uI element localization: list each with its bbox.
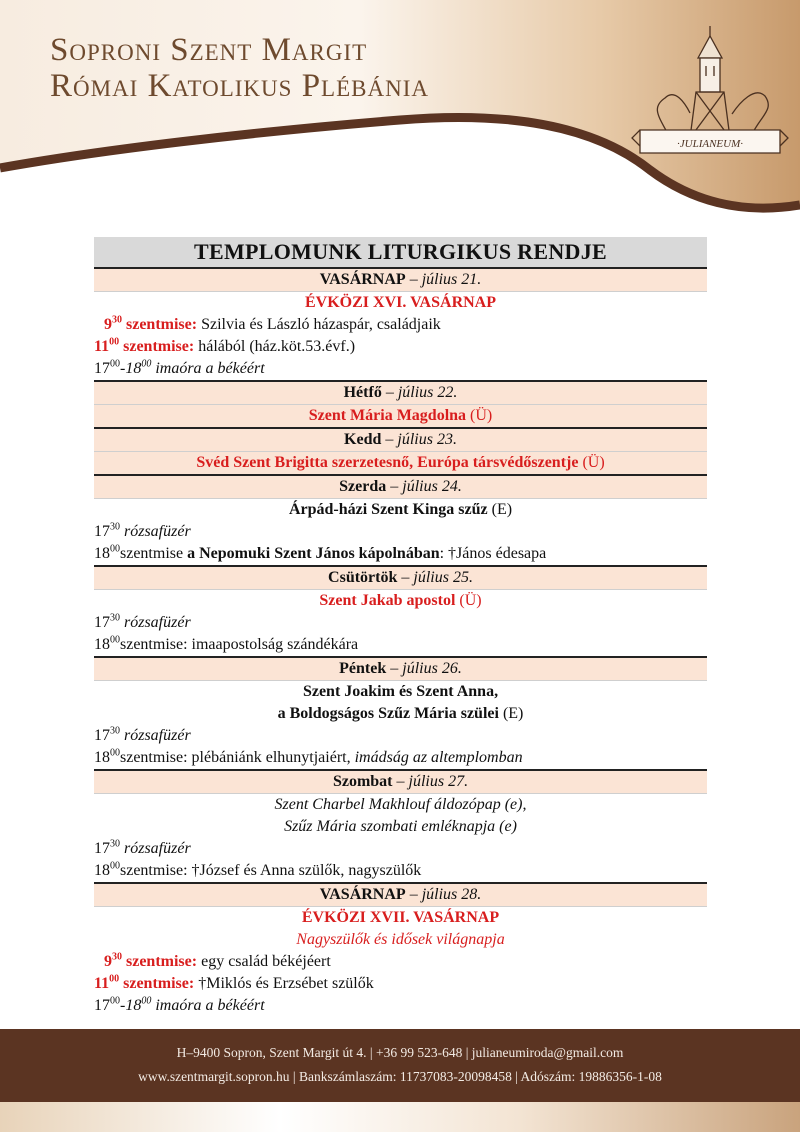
day-header-saturday: Szombat – július 27. xyxy=(94,769,707,794)
entry-location: a Nepomuki Szent János kápolnában xyxy=(187,545,440,562)
mass-entry xyxy=(94,973,707,995)
memorial-note: Nagyszülők és idősek világnapja xyxy=(296,931,505,948)
feast-grade: (Ü) xyxy=(470,407,493,424)
entry-min: 00 xyxy=(110,358,120,370)
julianeum-logo xyxy=(630,18,790,168)
feast-title: Árpád-házi Szent Kinga szűz xyxy=(288,501,488,518)
entry-min: 30 xyxy=(110,838,120,850)
entry-text: rózsafüzér xyxy=(124,523,191,540)
entry-min: 30 xyxy=(112,314,122,326)
day-name: Kedd xyxy=(344,431,382,448)
entry-hour: 17 xyxy=(94,840,110,857)
entry-hour: 11 xyxy=(94,975,110,992)
entry-hour: 17 xyxy=(94,360,110,377)
feast-name xyxy=(94,452,707,474)
entry-hour: 11 xyxy=(94,338,110,355)
entry-text: hálából (ház.köt.53.évf.) xyxy=(198,338,356,355)
mass-entry xyxy=(94,860,707,882)
entry-text: imaóra a békéért xyxy=(155,360,265,377)
day-header-thursday: Csütörtök – július 25. xyxy=(94,565,707,590)
entry-text: rózsafüzér xyxy=(124,840,191,857)
day-date: július 25. xyxy=(413,569,473,586)
day-date: július 28. xyxy=(421,886,482,903)
day-date: július 27. xyxy=(408,773,469,790)
feast-title: Szent Mária Magdolna xyxy=(308,407,467,424)
day-name: Csütörtök xyxy=(328,569,398,586)
entry-hour: 18 xyxy=(94,862,110,879)
entry-label: szentmise: xyxy=(123,338,195,355)
mass-entry xyxy=(94,336,707,358)
parish-title-line2: Római Katolikus Plébánia xyxy=(50,68,429,104)
day-date: július 26. xyxy=(402,660,462,677)
logo-text: ·JULIANEUM· xyxy=(677,138,743,150)
feast-grade: (Ü) xyxy=(582,454,605,471)
entry-min-end: 00 xyxy=(141,358,152,370)
feast-grade: (E) xyxy=(491,501,513,518)
parish-title-line1: Soproni Szent Margit xyxy=(50,32,368,68)
feast-title: Szent Jakab apostol xyxy=(319,592,456,609)
rosary-entry xyxy=(94,612,707,634)
rosary-entry xyxy=(94,521,707,543)
day-name: Péntek xyxy=(339,660,387,677)
entry-min: 00 xyxy=(110,634,120,646)
mass-entry xyxy=(94,747,707,769)
memorial-line1: Szent Charbel Makhlouf áldozópap (e), xyxy=(274,796,527,813)
day-name: Hétfő xyxy=(343,384,382,401)
entry-label: szentmise: xyxy=(126,316,198,333)
feast-grade: (Ü) xyxy=(459,592,482,609)
rosary-entry xyxy=(94,838,707,860)
schedule-title: TEMPLOMUNK LITURGIKUS RENDJE xyxy=(94,237,707,269)
day-date: július 23. xyxy=(397,431,457,448)
entry-text: szentmise: plébániánk elhunytjaiért, xyxy=(120,749,351,766)
day-header-wednesday: Szerda – július 24. xyxy=(94,474,707,499)
footer-decoration xyxy=(0,1102,800,1132)
feast-name: ÉVKÖZI XVII. VASÁRNAP xyxy=(301,909,500,926)
prayer-entry: $17^{00}-18^{00}$ imaóra a békéért xyxy=(94,358,265,377)
day-date: július 22. xyxy=(397,384,458,401)
entry-hour: 18 xyxy=(94,749,110,766)
entry-text: szentmise: imaapostolság szándékára xyxy=(120,636,359,653)
day-date: július 21. xyxy=(421,271,482,288)
entry-text: szentmise xyxy=(120,545,184,562)
feast-name: ÉVKÖZI XVI. VASÁRNAP xyxy=(305,294,496,311)
entry-hour-end: 18 xyxy=(125,360,142,377)
feast-name xyxy=(94,405,707,427)
liturgical-schedule xyxy=(94,237,707,1017)
entry-min: 00 xyxy=(109,973,120,985)
feast-name xyxy=(94,499,707,521)
entry-min-end: 00 xyxy=(141,995,152,1007)
entry-hour-end: 18 xyxy=(125,997,142,1014)
day-header-tuesday: Kedd – július 23. xyxy=(94,427,707,452)
entry-text: †Miklós és Erzsébet szülők xyxy=(198,975,374,992)
entry-hour: 17 xyxy=(94,614,110,631)
rosary-entry xyxy=(94,725,707,747)
day-name: VASÁRNAP xyxy=(319,271,406,288)
mass-entry xyxy=(94,634,707,656)
feast-grade: (E) xyxy=(502,705,524,722)
entry-note: imádság az altemplomban xyxy=(354,749,523,766)
parish-title xyxy=(50,32,429,104)
entry-min: 00 xyxy=(110,543,120,555)
feast-name-line1: Szent Joakim és Szent Anna, xyxy=(302,683,499,700)
entry-min: 30 xyxy=(110,612,120,624)
entry-hour: 17 xyxy=(94,523,110,540)
entry-min: 00 xyxy=(110,747,120,759)
mass-entry xyxy=(94,543,707,565)
entry-text: Szilvia és László házaspár, családjaik xyxy=(201,316,441,333)
day-date: július 24. xyxy=(402,478,462,495)
footer-contact-line: H–9400 Sopron, Szent Margit út 4. | +36 99 523-648 | julianeumiroda@gmail.com xyxy=(176,1045,624,1060)
day-header-sunday-21: VASÁRNAP – július 21. xyxy=(94,269,707,292)
feast-name xyxy=(94,590,707,612)
feast-title: Svéd Szent Brigitta szerzetesnő, Európa társvédőszentje xyxy=(196,454,579,471)
entry-text: rózsafüzér xyxy=(124,727,191,744)
entry-text: imaóra a békéért xyxy=(155,997,265,1014)
entry-min: 30 xyxy=(110,521,120,533)
entry-hour: 9 xyxy=(104,316,112,333)
entry-text: szentmise: †József és Anna szülők, nagyszülők xyxy=(120,862,422,879)
entry-text: egy család békéjéert xyxy=(201,953,331,970)
entry-intention: : †János édesapa xyxy=(439,545,547,562)
entry-hour: 18 xyxy=(94,545,110,562)
day-name: Szerda xyxy=(339,478,387,495)
entry-hour: 17 xyxy=(94,727,110,744)
day-header-friday: Péntek – július 26. xyxy=(94,656,707,681)
mass-entry xyxy=(94,951,707,973)
day-header-sunday-28: VASÁRNAP – július 28. xyxy=(94,882,707,907)
mass-entry xyxy=(94,314,707,336)
entry-label: szentmise: xyxy=(123,975,195,992)
entry-label: szentmise: xyxy=(126,953,198,970)
feast-name-line2 xyxy=(94,703,707,725)
entry-hour: 9 xyxy=(104,953,112,970)
day-name: Szombat xyxy=(332,773,393,790)
footer xyxy=(0,1029,800,1102)
day-name: VASÁRNAP xyxy=(319,886,406,903)
entry-text: rózsafüzér xyxy=(124,614,191,631)
entry-hour: 17 xyxy=(94,997,110,1014)
entry-hour: 18 xyxy=(94,636,110,653)
entry-min: 00 xyxy=(110,860,120,872)
memorial-line2: Szűz Mária szombati emléknapja (e) xyxy=(284,818,517,835)
day-header-monday: Hétfő – július 22. xyxy=(94,380,707,405)
entry-min: 00 xyxy=(109,336,120,348)
entry-min: 00 xyxy=(110,995,120,1007)
feast-title: a Boldogságos Szűz Mária szülei xyxy=(277,705,499,722)
entry-min: 30 xyxy=(110,725,120,737)
footer-bank-line: www.szentmargit.sopron.hu | Bankszámlaszám: 11737083-20098458 | Adószám: 19886356-1-08 xyxy=(138,1069,662,1084)
entry-min: 30 xyxy=(112,951,122,963)
prayer-entry: $17^{00}-18^{00}$ imaóra a békéért xyxy=(94,995,265,1014)
